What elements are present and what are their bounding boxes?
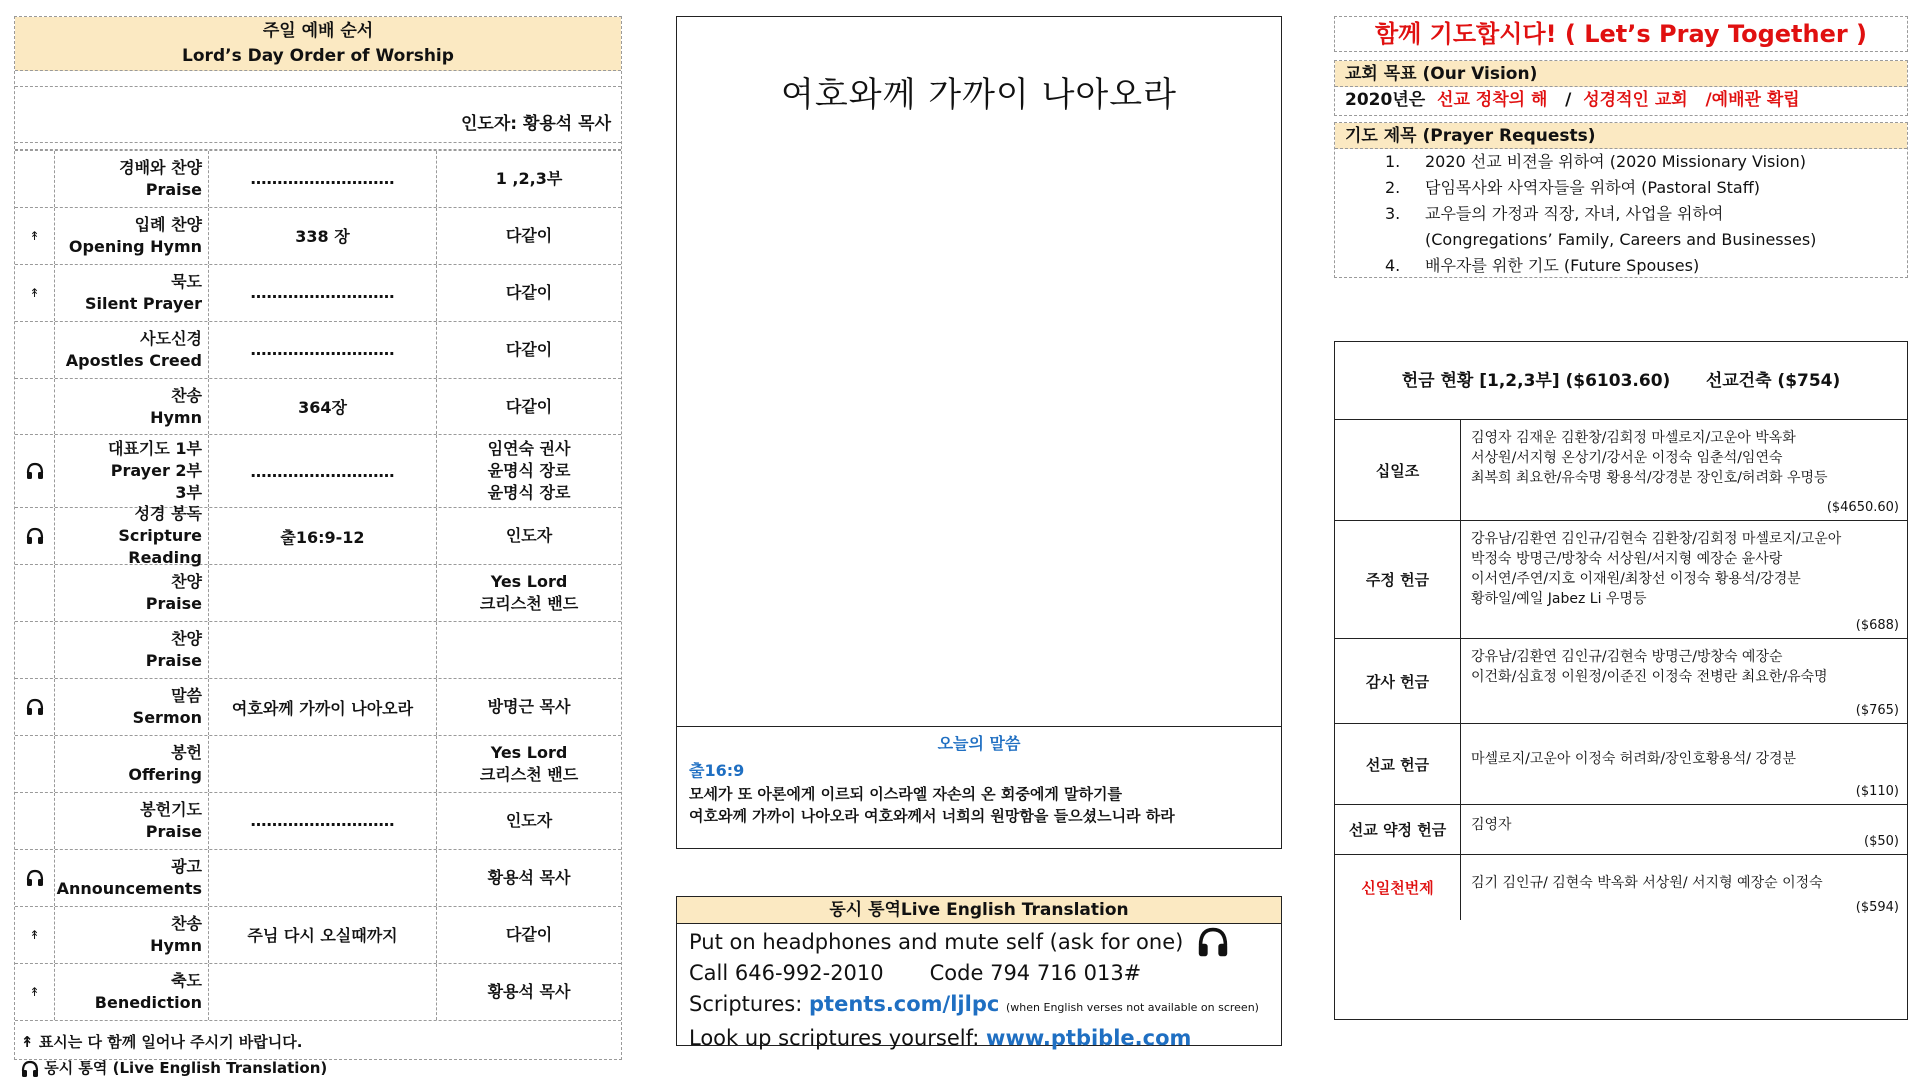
row-leader-line: 크리스천 밴드 [479, 594, 579, 614]
row-leader-line: 윤명식 장로 [487, 461, 571, 481]
offering-names-line: 박정숙 방명근/방창숙 서상원/서지형 예장순 윤사랑 [1471, 551, 1783, 567]
prayer-request-number: 3. [1385, 204, 1401, 223]
worship-row [15, 151, 621, 208]
call-number: Call 646-992-2010 [689, 961, 884, 985]
offering-amount: ($688) [1855, 618, 1899, 633]
row-detail: 338 장 [209, 208, 437, 264]
row-leader-line: 황용석 목사 [487, 982, 571, 1002]
row-item-line: 찬양 [171, 629, 202, 649]
row-leader-line: 인도자 [505, 810, 553, 830]
prayer-request-text: 2020 선교 비젼을 위하여 (2020 Missionary Vision) [1425, 152, 1806, 171]
verse-line-2: 여호와께 가까이 나아오라 여호와께서 너희의 원망함을 들으셨느니라 하라 [689, 807, 1175, 825]
row-detail: ……………………… [209, 151, 437, 207]
offering-row [1335, 724, 1907, 805]
footnote-stand-text: 표시는 다 함께 일어나 주시기 바랍니다. [38, 1033, 303, 1052]
row-item-line: 축도 [171, 971, 202, 991]
vision-body [1335, 87, 1907, 114]
row-item [55, 208, 209, 264]
offering-names [1461, 420, 1907, 520]
vision-panel [1334, 60, 1908, 116]
row-detail: 여호와께 가까이 나아오라 [209, 679, 437, 735]
row-item-line: Prayer 2부 [110, 461, 202, 481]
offering-panel [1334, 341, 1908, 1020]
row-item [55, 850, 209, 906]
row-detail: ……………………… [209, 265, 437, 321]
row-detail [209, 850, 437, 906]
row-leader [437, 964, 621, 1021]
row-mark [15, 435, 55, 507]
offering-header: 헌금 현황 [1,2,3부] ($6103.60) 선교건축 ($754) [1335, 342, 1907, 420]
row-leader-line: Yes Lord [490, 742, 568, 762]
lookup-line [689, 1023, 1269, 1054]
row-detail: 출16:9-12 [209, 508, 437, 564]
row-item [55, 322, 209, 378]
row-item-line: Praise [145, 651, 202, 671]
row-leader [437, 208, 621, 264]
worship-row [15, 504, 621, 568]
row-item-line: Opening Hymn [68, 236, 202, 256]
row-item-line: 찬양 [171, 572, 202, 592]
live-instruction: Put on headphones and mute self (ask for one) [689, 929, 1184, 954]
live-title: 동시 통역Live English Translation [677, 897, 1281, 924]
row-leader [437, 679, 621, 735]
row-mark [15, 964, 55, 1021]
row-mark [15, 151, 55, 207]
worship-gap-2 [15, 143, 621, 150]
prayer-requests-panel [1334, 122, 1908, 278]
prayer-request-item [1385, 201, 1907, 227]
worship-gap [15, 71, 621, 87]
row-item-line: Announcements [56, 878, 202, 898]
row-detail [209, 964, 437, 1021]
row-item-line: Praise [145, 179, 202, 199]
vision-separator: / [1565, 90, 1572, 110]
offering-names-line: 이서연/주연/지호 이재원/최창선 이정숙 황용석/강경분 [1471, 571, 1801, 587]
row-item [55, 907, 209, 963]
row-mark [15, 265, 55, 321]
worship-row [15, 793, 621, 850]
offering-amount: ($594) [1855, 900, 1899, 915]
offering-label: 선교 약정 헌금 [1335, 805, 1461, 854]
prayer-request-text: 교우들의 가정과 직장, 자녀, 사업을 위하여 [1425, 204, 1724, 223]
prayer-request-item [1385, 175, 1907, 201]
row-leader [437, 565, 621, 621]
worship-row [15, 964, 621, 1021]
row-item [55, 964, 209, 1021]
prayer-title: 함께 기도합시다! ( Let’s Pray Together ) [1334, 16, 1908, 52]
row-item-line: Hymn [150, 935, 202, 955]
row-item [55, 504, 209, 568]
row-leader-line: 다같이 [505, 282, 553, 302]
live-translation-panel [676, 896, 1282, 1050]
row-item-line: 봉헌 [171, 742, 202, 762]
row-item-line: 사도신경 [140, 328, 202, 348]
row-item-line: 묵도 [171, 271, 202, 291]
headphones-icon [26, 698, 44, 716]
scriptures-link[interactable]: ptents.com/ljlpc [809, 992, 1000, 1016]
stand-mark-icon: ↟ [21, 1033, 34, 1052]
row-item-line: 찬송 [171, 385, 202, 405]
row-item [55, 265, 209, 321]
row-leader [437, 622, 621, 678]
vision-goal-2: 성경적인 교회 [1583, 90, 1688, 110]
offering-label: 감사 헌금 [1335, 639, 1461, 723]
row-leader-line: 방명근 목사 [487, 697, 571, 717]
row-detail: ……………………… [209, 793, 437, 849]
offering-names-line: 강유남/김환연 김인규/김현숙 김환창/김회정 마셀로지/고운아 [1471, 531, 1842, 547]
worship-row [15, 265, 621, 322]
row-item-line: Scripture Reading [118, 526, 202, 568]
worship-title-ko: 주일 예배 순서 [262, 21, 374, 41]
row-item-line: Silent Prayer [84, 293, 202, 313]
verse-line-1: 모세가 또 아론에게 이르되 이스라엘 자손의 온 회중에게 말하기를 [689, 785, 1123, 803]
offering-rows [1335, 420, 1907, 920]
requests-head: 기도 제목 (Prayer Requests) [1335, 123, 1907, 149]
row-item-line: 대표기도 1부 [108, 439, 202, 459]
row-item [55, 435, 209, 507]
worship-rows [15, 150, 621, 1020]
vision-year: 2020년은 [1345, 90, 1426, 110]
row-leader-line: 인도자 [505, 526, 553, 546]
offering-row [1335, 855, 1907, 920]
prayer-request-text: (Congregations’ Family, Careers and Businesses) [1425, 230, 1817, 249]
row-mark [15, 208, 55, 264]
row-mark [15, 679, 55, 735]
row-item [55, 736, 209, 792]
row-item [55, 622, 209, 678]
row-leader [437, 435, 621, 507]
offering-names-line: 강유남/김환연 김인규/김현숙 방명근/방창숙 예장순 [1471, 649, 1783, 665]
offering-names-line: 김영자 김재운 김환창/김회정 마셀로지/고운아 박옥화 [1471, 430, 1796, 446]
row-item-line: Hymn [150, 407, 202, 427]
row-item-line: Sermon [132, 708, 202, 728]
prayer-request-number: 1. [1385, 152, 1401, 171]
row-mark [15, 793, 55, 849]
worship-row [15, 322, 621, 379]
offering-names-line: 최복희 최요한/유숙명 황용석/강경분 장인호/허려화 우명등 [1471, 470, 1828, 486]
worship-title-en: Lord’s Day Order of Worship [182, 46, 454, 66]
offering-names-line: 마셀로지/고운아 이정숙 허려화/장인호황용석/ 강경분 [1471, 751, 1797, 767]
worship-footnotes [15, 1020, 621, 1080]
row-leader [437, 508, 621, 564]
prayer-request-item [1385, 149, 1907, 175]
scripture-reference: 출16:9 [689, 761, 745, 780]
footnote-headphones-text: 동시 통역 (Live English Translation) [44, 1059, 328, 1078]
offering-label: 선교 헌금 [1335, 724, 1461, 804]
headphones-icon [21, 1060, 39, 1078]
row-detail [209, 622, 437, 678]
prayer-request-number: 2. [1385, 178, 1401, 197]
row-detail: ……………………… [209, 435, 437, 507]
row-detail: 364장 [209, 379, 437, 435]
row-leader-line: 다같이 [505, 225, 553, 245]
headphones-icon [26, 869, 44, 887]
row-detail: 주님 다시 오실때까지 [209, 907, 437, 963]
headphones-icon [26, 527, 44, 545]
row-item-line: 경배와 찬양 [119, 157, 202, 177]
stand-mark-icon: ↟ [29, 927, 40, 942]
offering-names-line: 이건화/심효정 이원정/이준진 이정숙 전병란 최요한/유숙명 [1471, 669, 1828, 685]
worship-leader: 인도자: 황용석 목사 [15, 87, 621, 143]
row-leader-line: 1 ,2,3부 [495, 168, 563, 188]
row-leader-line: 다같이 [505, 924, 553, 944]
offering-names [1461, 521, 1907, 638]
row-leader [437, 379, 621, 435]
worship-row [15, 435, 621, 508]
worship-header [15, 17, 621, 71]
row-leader [437, 265, 621, 321]
row-item-line: Praise [145, 594, 202, 614]
row-leader-line: 윤명식 장로 [487, 483, 571, 503]
vision-goal-1: 선교 정착의 해 [1437, 90, 1548, 110]
row-leader [437, 793, 621, 849]
offering-label: 십일조 [1335, 420, 1461, 520]
offering-names-line: 김기 김인규/ 김현숙 박옥화 서상원/ 서지형 예장순 이정숙 [1471, 874, 1823, 891]
worship-row [15, 907, 621, 964]
worship-row [15, 736, 621, 793]
prayer-request-number [1385, 227, 1425, 253]
row-item-line: 3부 [175, 483, 202, 503]
worship-row [15, 208, 621, 265]
requests-list [1335, 149, 1907, 279]
live-line-1 [689, 926, 1269, 958]
worship-row [15, 379, 621, 436]
stand-mark-icon: ↟ [29, 228, 40, 243]
headphones-icon [26, 462, 44, 480]
scriptures-label: Scriptures: [689, 992, 803, 1016]
lookup-label: Look up scriptures yourself: [689, 1026, 980, 1050]
row-item [55, 379, 209, 435]
offering-row [1335, 805, 1907, 855]
row-item-line: 입례 찬양 [134, 214, 202, 234]
row-item-line: 봉헌기도 [140, 799, 202, 819]
headphones-icon [1197, 926, 1229, 958]
row-mark [15, 322, 55, 378]
offering-row [1335, 420, 1907, 521]
row-item [55, 679, 209, 735]
row-detail [209, 565, 437, 621]
offering-names [1461, 855, 1907, 920]
worship-row [15, 622, 621, 679]
today-scripture [677, 726, 1281, 848]
offering-amount: ($50) [1864, 834, 1899, 849]
prayer-request-text: 담임목사와 사역자들을 위하여 (Pastoral Staff) [1425, 178, 1760, 197]
offering-names [1461, 724, 1907, 804]
today-label: 오늘의 말씀 [937, 734, 1021, 753]
row-item [55, 793, 209, 849]
offering-amount: ($4650.60) [1826, 500, 1899, 515]
row-mark [15, 622, 55, 678]
row-leader-line: 다같이 [505, 396, 553, 416]
lookup-link[interactable]: www.ptbible.com [986, 1026, 1192, 1050]
row-mark [15, 508, 55, 564]
row-leader [437, 322, 621, 378]
row-item-line: Benediction [94, 993, 202, 1013]
vision-head: 교회 목표 (Our Vision) [1335, 61, 1907, 87]
row-mark [15, 850, 55, 906]
sermon-title: 여호와께 가까이 나아오라 [781, 75, 1177, 115]
worship-row [15, 679, 621, 736]
offering-label: 주정 헌금 [1335, 521, 1461, 638]
row-item-line: Praise [145, 821, 202, 841]
offering-names [1461, 639, 1907, 723]
worship-row [15, 565, 621, 622]
worship-row [15, 850, 621, 907]
offering-names-line: 김영자 [1471, 816, 1512, 833]
offering-names-line: 황하일/예일 Jabez Li 우명등 [1471, 591, 1647, 607]
offering-amount: ($110) [1855, 784, 1899, 799]
scriptures-line [689, 989, 1269, 1023]
offering-names [1461, 805, 1907, 854]
row-item-line: 말씀 [171, 686, 202, 706]
row-item-line: Apostles Creed [65, 350, 202, 370]
row-leader-line: 황용석 목사 [487, 867, 571, 887]
row-mark [15, 379, 55, 435]
row-item-line: Offering [128, 764, 202, 784]
prayer-request-item [1385, 253, 1907, 279]
order-of-worship-panel [14, 16, 622, 1078]
scriptures-note: (when English verses not available on screen) [1006, 1001, 1259, 1014]
row-item-line: 광고 [171, 856, 202, 876]
live-body [677, 924, 1281, 1056]
row-item [55, 151, 209, 207]
row-leader-line: Yes Lord [490, 572, 568, 592]
live-call-line [689, 958, 1269, 989]
row-detail: ……………………… [209, 322, 437, 378]
row-item [55, 565, 209, 621]
offering-row [1335, 639, 1907, 724]
offering-label: 신일천번제 [1335, 855, 1461, 920]
call-code: Code 794 716 013# [929, 961, 1142, 985]
offering-names-line: 서상원/서지형 온상기/강서운 이정숙 임춘석/임연숙 [1471, 450, 1783, 466]
offering-amount: ($765) [1855, 703, 1899, 718]
row-leader [437, 850, 621, 906]
stand-mark-icon: ↟ [29, 985, 40, 1000]
prayer-request-item [1385, 227, 1907, 253]
row-mark [15, 565, 55, 621]
row-leader-line: 임연숙 권사 [487, 439, 571, 459]
row-leader-line: 크리스천 밴드 [479, 764, 579, 784]
prayer-request-text: 배우자를 위한 기도 (Future Spouses) [1425, 256, 1700, 275]
stand-mark-icon: ↟ [29, 285, 40, 300]
offering-row [1335, 521, 1907, 639]
prayer-request-number: 4. [1385, 256, 1401, 275]
row-mark [15, 907, 55, 963]
row-mark [15, 736, 55, 792]
sermon-panel [676, 16, 1282, 849]
vision-goal-3: /예배관 확립 [1705, 90, 1800, 110]
row-leader [437, 736, 621, 792]
row-detail [209, 736, 437, 792]
row-leader [437, 907, 621, 963]
row-leader-line: 다같이 [505, 339, 553, 359]
row-item-line: 찬송 [171, 913, 202, 933]
row-leader [437, 151, 621, 207]
footnote-stand [21, 1027, 615, 1057]
footnote-headphones [21, 1057, 615, 1079]
row-item-line: 성경 봉독 [134, 504, 202, 524]
